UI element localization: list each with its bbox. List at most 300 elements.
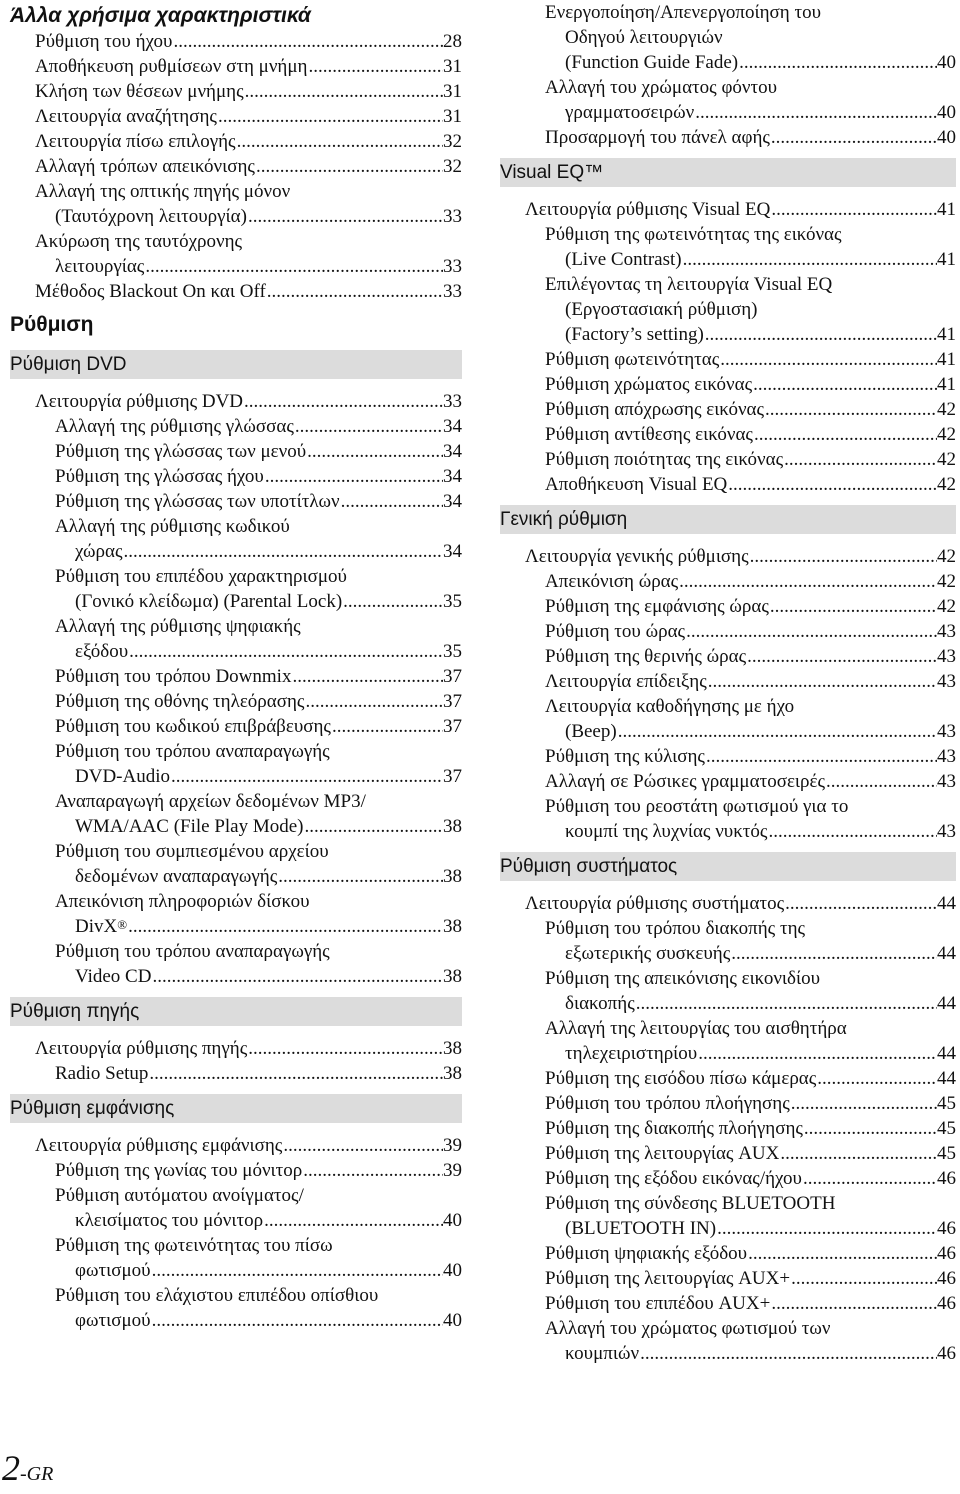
- entry-title: Ρύθμιση της θερινής ώρας: [545, 646, 747, 667]
- toc-line: [545, 322, 956, 347]
- entry-title: κλεισίματος του μόνιτορ: [75, 1210, 264, 1231]
- toc-line: Αλλαγή της ρύθμισης κωδικού: [55, 516, 290, 537]
- toc-line: [545, 1116, 956, 1141]
- dot-leader: [340, 489, 443, 514]
- dot-leader: [767, 819, 937, 844]
- entry-title: τηλεχειριστηρίου: [565, 1043, 698, 1064]
- entry-title: Μέθοδος Blackout On και Off: [35, 281, 266, 302]
- toc-entry: [545, 0, 956, 75]
- dot-leader: [790, 1266, 937, 1291]
- toc-entry: [35, 179, 462, 229]
- dot-leader: [304, 689, 443, 714]
- toc-line: Αναπαραγωγή αρχείων δεδομένων MP3/: [55, 791, 366, 812]
- entry-title: Ρύθμιση του τρόπου πλοήγησης: [545, 1093, 790, 1114]
- page-number: 41: [937, 199, 956, 220]
- dot-leader: [783, 447, 937, 472]
- toc-line: [55, 664, 462, 689]
- dot-leader: [263, 1208, 443, 1233]
- toc-entry: [35, 29, 462, 54]
- dot-leader: [816, 1066, 937, 1091]
- toc-entry: [55, 464, 462, 489]
- page-number: 35: [443, 591, 462, 612]
- toc-entry: [545, 372, 956, 397]
- toc-entry: [545, 1241, 956, 1266]
- page-number: 32: [443, 156, 462, 177]
- dot-leader: [697, 1041, 937, 1066]
- entry-title: Αποθήκευση Visual EQ: [545, 474, 728, 495]
- toc-entry: [55, 414, 462, 439]
- page-number: 40: [937, 52, 956, 73]
- toc-line: Αλλαγή της οπτικής πηγής μόνον: [35, 181, 291, 202]
- toc-entry: [545, 569, 956, 594]
- toc-line: [545, 1066, 956, 1091]
- dot-leader: [277, 864, 443, 889]
- toc-entry: [55, 1183, 462, 1233]
- dot-leader: [707, 669, 937, 694]
- dot-leader: [678, 569, 937, 594]
- page-number: 38: [443, 1038, 462, 1059]
- toc-line: Ρύθμιση της φωτεινότητας του πίσω: [55, 1235, 333, 1256]
- dot-leader: [635, 991, 937, 1016]
- dot-leader: [738, 50, 937, 75]
- entry-title: Λειτουργία επίδειξης: [545, 671, 707, 692]
- entry-title: κουμπί της λυχνίας νυκτός: [565, 821, 768, 842]
- toc-entry: [545, 1316, 956, 1366]
- toc-line: [545, 1041, 956, 1066]
- toc-entry-source-setup: [10, 1036, 462, 1061]
- dot-leader: [685, 619, 937, 644]
- toc-line: [35, 389, 462, 414]
- page-number: 40: [443, 1260, 462, 1281]
- toc-entry: [35, 279, 462, 304]
- page-number: 37: [443, 766, 462, 787]
- page-number: 32: [443, 131, 462, 152]
- toc-entry: [545, 472, 956, 497]
- page-number: 45: [937, 1118, 956, 1139]
- entry-title: Ρύθμιση του τρόπου Downmix: [55, 666, 292, 687]
- page-number: 35: [443, 641, 462, 662]
- toc-entry: [545, 794, 956, 844]
- page-number: 39: [443, 1135, 462, 1156]
- entry-title: Ρύθμιση του ώρας: [545, 621, 686, 642]
- dot-leader: [617, 719, 937, 744]
- page-number: 43: [937, 671, 956, 692]
- dot-leader: [770, 1291, 937, 1316]
- toc-line: [55, 689, 462, 714]
- toc-entry-dvd-setup: [10, 389, 462, 414]
- dot-leader: [255, 154, 443, 179]
- page-number: 28: [443, 31, 462, 52]
- page-number: 42: [937, 546, 956, 567]
- toc-entry: [35, 389, 462, 414]
- dot-leader: [779, 1141, 937, 1166]
- entry-title: (Live Contrast): [565, 249, 682, 270]
- entry-title: Λειτουργία γενικής ρύθμισης: [525, 546, 749, 567]
- dot-leader: [694, 100, 937, 125]
- page-number: 33: [443, 391, 462, 412]
- dot-leader: [122, 539, 443, 564]
- section-title: Άλλα χρήσιμα χαρακτηριστικά: [10, 4, 311, 27]
- toc-entry: [545, 1291, 956, 1316]
- dot-leader: [769, 594, 937, 619]
- toc-line: [55, 1308, 462, 1333]
- toc-line: [35, 129, 462, 154]
- toc-group-dvd: [10, 414, 462, 889]
- toc-line: [55, 539, 462, 564]
- page-number: 31: [443, 81, 462, 102]
- toc-line: Αλλαγή της ρύθμισης ψηφιακής: [55, 616, 301, 637]
- page-number: 46: [937, 1268, 956, 1289]
- toc-line: Ρύθμιση του συμπιεσμένου αρχείου: [55, 841, 329, 862]
- page-footer: [2, 1448, 53, 1494]
- toc-group-display: [10, 1158, 462, 1333]
- entry-title: εξωτερικής συσκευής: [565, 943, 731, 964]
- toc-line: [55, 814, 462, 839]
- entry-title: Λειτουργία πίσω επιλογής: [35, 131, 236, 152]
- dot-leader: [247, 1036, 443, 1061]
- entry-title: δεδομένων αναπαραγωγής: [75, 866, 278, 887]
- dot-leader: [784, 891, 937, 916]
- toc-line: [545, 594, 956, 619]
- toc-line: [545, 372, 956, 397]
- toc-entry: [55, 664, 462, 689]
- dot-leader: [752, 372, 937, 397]
- dot-leader: [266, 279, 443, 304]
- toc-entry: [545, 422, 956, 447]
- entry-title: Ρύθμιση φωτεινότητας: [545, 349, 720, 370]
- page-number: 31: [443, 56, 462, 77]
- toc-line: [545, 619, 956, 644]
- page-number: 33: [443, 281, 462, 302]
- dot-leader: [264, 464, 443, 489]
- toc-entry: [55, 614, 462, 664]
- page-number: 42: [937, 399, 956, 420]
- toc-line: [55, 489, 462, 514]
- dot-leader: [302, 1158, 443, 1183]
- dot-leader: [730, 941, 937, 966]
- page-number: 38: [443, 966, 462, 987]
- dot-leader: [803, 1116, 937, 1141]
- entry-title: Αποθήκευση ρυθμίσεων στη μνήμη: [35, 56, 308, 77]
- subsection-bar-dvd: Ρύθμιση DVD: [10, 350, 462, 379]
- page-number: 44: [937, 893, 956, 914]
- toc-line: Επιλέγοντας τη λειτουργία Visual EQ: [545, 274, 833, 295]
- page-number: 37: [443, 716, 462, 737]
- page-number: 45: [937, 1143, 956, 1164]
- dot-leader: [331, 714, 443, 739]
- page-number: 41: [937, 324, 956, 345]
- entry-title: Αλλαγή τρόπων απεικόνισης: [35, 156, 255, 177]
- toc-entry: [35, 54, 462, 79]
- toc-entry: [55, 564, 462, 614]
- toc-entry: [545, 347, 956, 372]
- toc-entry: [55, 439, 462, 464]
- toc-entry: [545, 447, 956, 472]
- dot-leader: [308, 54, 444, 79]
- toc-entry: [545, 222, 956, 272]
- toc-entry: [545, 1141, 956, 1166]
- entry-title: Ρύθμιση της λειτουργίας AUX: [545, 1143, 780, 1164]
- toc-entry: [55, 514, 462, 564]
- page-number: 42: [937, 424, 956, 445]
- entry-title: Ρύθμιση της διακοπής πλοήγησης: [545, 1118, 803, 1139]
- toc-entry-display-setup: [10, 1133, 462, 1158]
- toc-entry: [545, 1016, 956, 1066]
- toc-line: Ακύρωση της ταυτόχρονης: [35, 231, 243, 252]
- page-number: 34: [443, 466, 462, 487]
- toc-line: [55, 764, 462, 789]
- toc-entry: [545, 594, 956, 619]
- toc-line: Ρύθμιση του τρόπου αναπαραγωγής: [55, 941, 330, 962]
- entry-title: Λειτουργία ρύθμισης πηγής: [35, 1038, 248, 1059]
- entry-title: Ρύθμιση της οθόνης τηλεόρασης: [55, 691, 305, 712]
- entry-title: Ρύθμιση αντίθεσης εικόνας: [545, 424, 753, 445]
- dot-leader: [170, 764, 443, 789]
- toc-entry: [35, 104, 462, 129]
- toc-group-source: [10, 1061, 462, 1086]
- toc-entry: [545, 669, 956, 694]
- page-number: 40: [937, 102, 956, 123]
- toc-entry-system-setup: [500, 891, 956, 916]
- section-heading-settings: Ρύθμιση: [10, 313, 94, 336]
- toc-line: Ρύθμιση του ελάχιστου επιπέδου οπίσθιου: [55, 1285, 379, 1306]
- page-number: 44: [937, 993, 956, 1014]
- toc-line: Απεικόνιση πληροφοριών δίσκου: [55, 891, 310, 912]
- toc-line: Ρύθμιση της σύνδεσης BLUETOOTH: [545, 1193, 836, 1214]
- page-number: 44: [937, 1043, 956, 1064]
- entry-title: Ρύθμιση απόχρωσης εικόνας: [545, 399, 765, 420]
- toc-line: [545, 1241, 956, 1266]
- toc-line: [545, 991, 956, 1016]
- entry-title: (Factory’s setting): [565, 324, 704, 345]
- toc-entry: [545, 125, 956, 150]
- dot-leader: [247, 204, 443, 229]
- toc-line: Αλλαγή του χρώματος φόντου: [545, 77, 778, 98]
- toc-entry: [545, 1266, 956, 1291]
- dot-leader: [217, 104, 443, 129]
- toc-entry: [55, 1283, 462, 1333]
- dot-leader: [294, 414, 443, 439]
- toc-line: [55, 1258, 462, 1283]
- entry-title: Λειτουργία αναζήτησης: [35, 106, 217, 127]
- page-number: 46: [937, 1293, 956, 1314]
- entry-title: χώρας: [75, 541, 123, 562]
- toc-line: [545, 1216, 956, 1241]
- dot-leader: [291, 664, 443, 689]
- subsection-bar-general: Γενική ρύθμιση: [500, 505, 956, 534]
- dot-leader: [282, 1133, 443, 1158]
- toc-line: [35, 1036, 462, 1061]
- toc-line: [545, 1266, 956, 1291]
- entry-title: (Ταυτόχρονη λειτουργία): [55, 206, 247, 227]
- divx-label: DivX: [75, 916, 118, 937]
- toc-line: [545, 569, 956, 594]
- page-number: 38: [443, 916, 462, 937]
- toc-line: [55, 914, 462, 939]
- dot-leader: [243, 389, 443, 414]
- toc-line: [545, 347, 956, 372]
- dot-leader: [128, 639, 443, 664]
- toc-entry: [545, 75, 956, 125]
- toc-line: [545, 744, 956, 769]
- toc-line: [55, 1208, 462, 1233]
- entry-title: (BLUETOOTH IN): [565, 1218, 717, 1239]
- entry-title: Ρύθμιση της εξόδου εικόνας/ήχου: [545, 1168, 802, 1189]
- toc-entry: [545, 1116, 956, 1141]
- dot-leader: [682, 247, 937, 272]
- toc-line: [545, 819, 956, 844]
- footer-page-number: 2: [2, 1448, 20, 1488]
- entry-title: Video CD: [75, 966, 152, 987]
- registered-mark: ®: [117, 917, 128, 932]
- entry-title: Προσαρμογή του πάνελ αφής: [545, 127, 770, 148]
- toc-line: [545, 125, 956, 150]
- toc-line: [545, 669, 956, 694]
- toc-line: Ρύθμιση του τρόπου διακοπής της: [545, 918, 806, 939]
- toc-line: [545, 247, 956, 272]
- page-number: 44: [937, 1068, 956, 1089]
- toc-line: [545, 447, 956, 472]
- page-number: 42: [937, 449, 956, 470]
- toc-entry: [35, 154, 462, 179]
- toc-line: [35, 1133, 462, 1158]
- page-number: 40: [443, 1310, 462, 1331]
- toc-group-visual-eq: [500, 222, 956, 497]
- toc-line: Ρύθμιση αυτόματου ανοίγματος/: [55, 1185, 304, 1206]
- toc-right-column: [500, 0, 956, 1366]
- toc-line: [545, 1141, 956, 1166]
- dot-leader: [746, 644, 937, 669]
- entry-title: Ρύθμιση της γλώσσας των υποτίτλων: [55, 491, 340, 512]
- entry-title: Ρύθμιση του ήχου: [35, 31, 173, 52]
- toc-group-system: [500, 916, 956, 1366]
- toc-line: [55, 714, 462, 739]
- toc-entry: [35, 129, 462, 154]
- toc-entry: [35, 1036, 462, 1061]
- toc-entry: [545, 966, 956, 1016]
- toc-entry: [35, 229, 462, 279]
- toc-line: [545, 1166, 956, 1191]
- toc-line: [545, 1091, 956, 1116]
- dot-leader: [716, 1216, 937, 1241]
- entry-title: Ρύθμιση ποιότητας της εικόνας: [545, 449, 784, 470]
- toc-group-other-features: [10, 29, 462, 304]
- toc-line: (Εργοστασιακή ρύθμιση): [565, 299, 758, 320]
- toc-line: [55, 439, 462, 464]
- dot-leader: [236, 129, 443, 154]
- toc-group-display-cont: [500, 0, 956, 150]
- toc-line: Οδηγού λειτουργιών: [565, 27, 723, 48]
- page-number: 37: [443, 691, 462, 712]
- toc-group-dvd-end: [10, 939, 462, 989]
- toc-entry: [55, 939, 462, 989]
- toc-entry: [55, 1233, 462, 1283]
- toc-entry: [35, 79, 462, 104]
- page-number: 43: [937, 746, 956, 767]
- toc-line: [35, 204, 462, 229]
- toc-line: [545, 397, 956, 422]
- toc-entry: [55, 1061, 462, 1086]
- toc-entry: [545, 644, 956, 669]
- toc-line: [35, 29, 462, 54]
- page-number: 40: [443, 1210, 462, 1231]
- toc-entry: [35, 1133, 462, 1158]
- entry-title: Λειτουργία ρύθμισης DVD: [35, 391, 244, 412]
- entry-title: WMA/AAC (File Play Mode): [75, 816, 304, 837]
- entry-title: Ρύθμιση της γλώσσας των μενού: [55, 441, 307, 462]
- page-number: 43: [937, 721, 956, 742]
- page-number: 42: [937, 571, 956, 592]
- toc-line: Αλλαγή του χρώματος φωτισμού των: [545, 1318, 831, 1339]
- page-number: 43: [937, 621, 956, 642]
- entry-title: Ρύθμιση της γλώσσας ήχου: [55, 466, 264, 487]
- entry-title: Ρύθμιση της κύλισης: [545, 746, 705, 767]
- entry-title: διακοπής: [565, 993, 635, 1014]
- toc-entry: [55, 489, 462, 514]
- entry-title: Ρύθμιση ψηφιακής εξόδου: [545, 1243, 748, 1264]
- page-number: 33: [443, 206, 462, 227]
- toc-entry: [545, 1166, 956, 1191]
- toc-line: Ρύθμιση της φωτεινότητας της εικόνας: [545, 224, 842, 245]
- dot-leader: [148, 1061, 443, 1086]
- toc-entry: [545, 769, 956, 794]
- toc-entry: [55, 689, 462, 714]
- toc-entry: [545, 744, 956, 769]
- page-number: 31: [443, 106, 462, 127]
- toc-line: [55, 964, 462, 989]
- dot-leader: [144, 254, 443, 279]
- subsection-bar-source: Ρύθμιση πηγής: [10, 997, 462, 1026]
- toc-line: [545, 769, 956, 794]
- toc-line: Αλλαγή της λειτουργίας του αισθητήρα: [545, 1018, 847, 1039]
- toc-line: [545, 941, 956, 966]
- dot-leader: [151, 964, 443, 989]
- dot-leader: [304, 814, 443, 839]
- toc-left-column: [10, 0, 462, 1333]
- toc-entry: [55, 839, 462, 889]
- toc-entry: [545, 916, 956, 966]
- entry-title: γραμματοσειρών: [565, 102, 695, 123]
- page-number: 41: [937, 249, 956, 270]
- toc-line: Ρύθμιση του τρόπου αναπαραγωγής: [55, 741, 330, 762]
- toc-line: [35, 254, 462, 279]
- toc-line: [525, 891, 956, 916]
- toc-line: [545, 50, 956, 75]
- toc-entry: [545, 1066, 956, 1091]
- entry-title: (Γονικό κλείδωμα) (Parental Lock): [75, 591, 343, 612]
- entry-title: εξόδου: [75, 641, 129, 662]
- toc-line: [525, 544, 956, 569]
- entry-title: Λειτουργία ρύθμισης συστήματος: [525, 893, 785, 914]
- toc-line: [545, 422, 956, 447]
- entry-title: Απεικόνιση ώρας: [545, 571, 679, 592]
- page-number: 34: [443, 491, 462, 512]
- page-number: 43: [937, 821, 956, 842]
- subsection-bar-display: Ρύθμιση εμφάνισης: [10, 1094, 462, 1123]
- page-number: 43: [937, 646, 956, 667]
- page-number: 34: [443, 416, 462, 437]
- entry-title: Radio Setup: [55, 1063, 149, 1084]
- toc-entry: [55, 1158, 462, 1183]
- toc-entry: [55, 714, 462, 739]
- toc-line: [35, 154, 462, 179]
- page-number: 41: [937, 349, 956, 370]
- entry-title: Αλλαγή της ρύθμισης γλώσσας: [55, 416, 294, 437]
- entry-title: DVD-Audio: [75, 766, 170, 787]
- entry-title: Ρύθμιση της γωνίας του μόνιτορ: [55, 1160, 303, 1181]
- entry-title: Ρύθμιση του κωδικού επιβράβευσης: [55, 716, 331, 737]
- toc-line: [35, 54, 462, 79]
